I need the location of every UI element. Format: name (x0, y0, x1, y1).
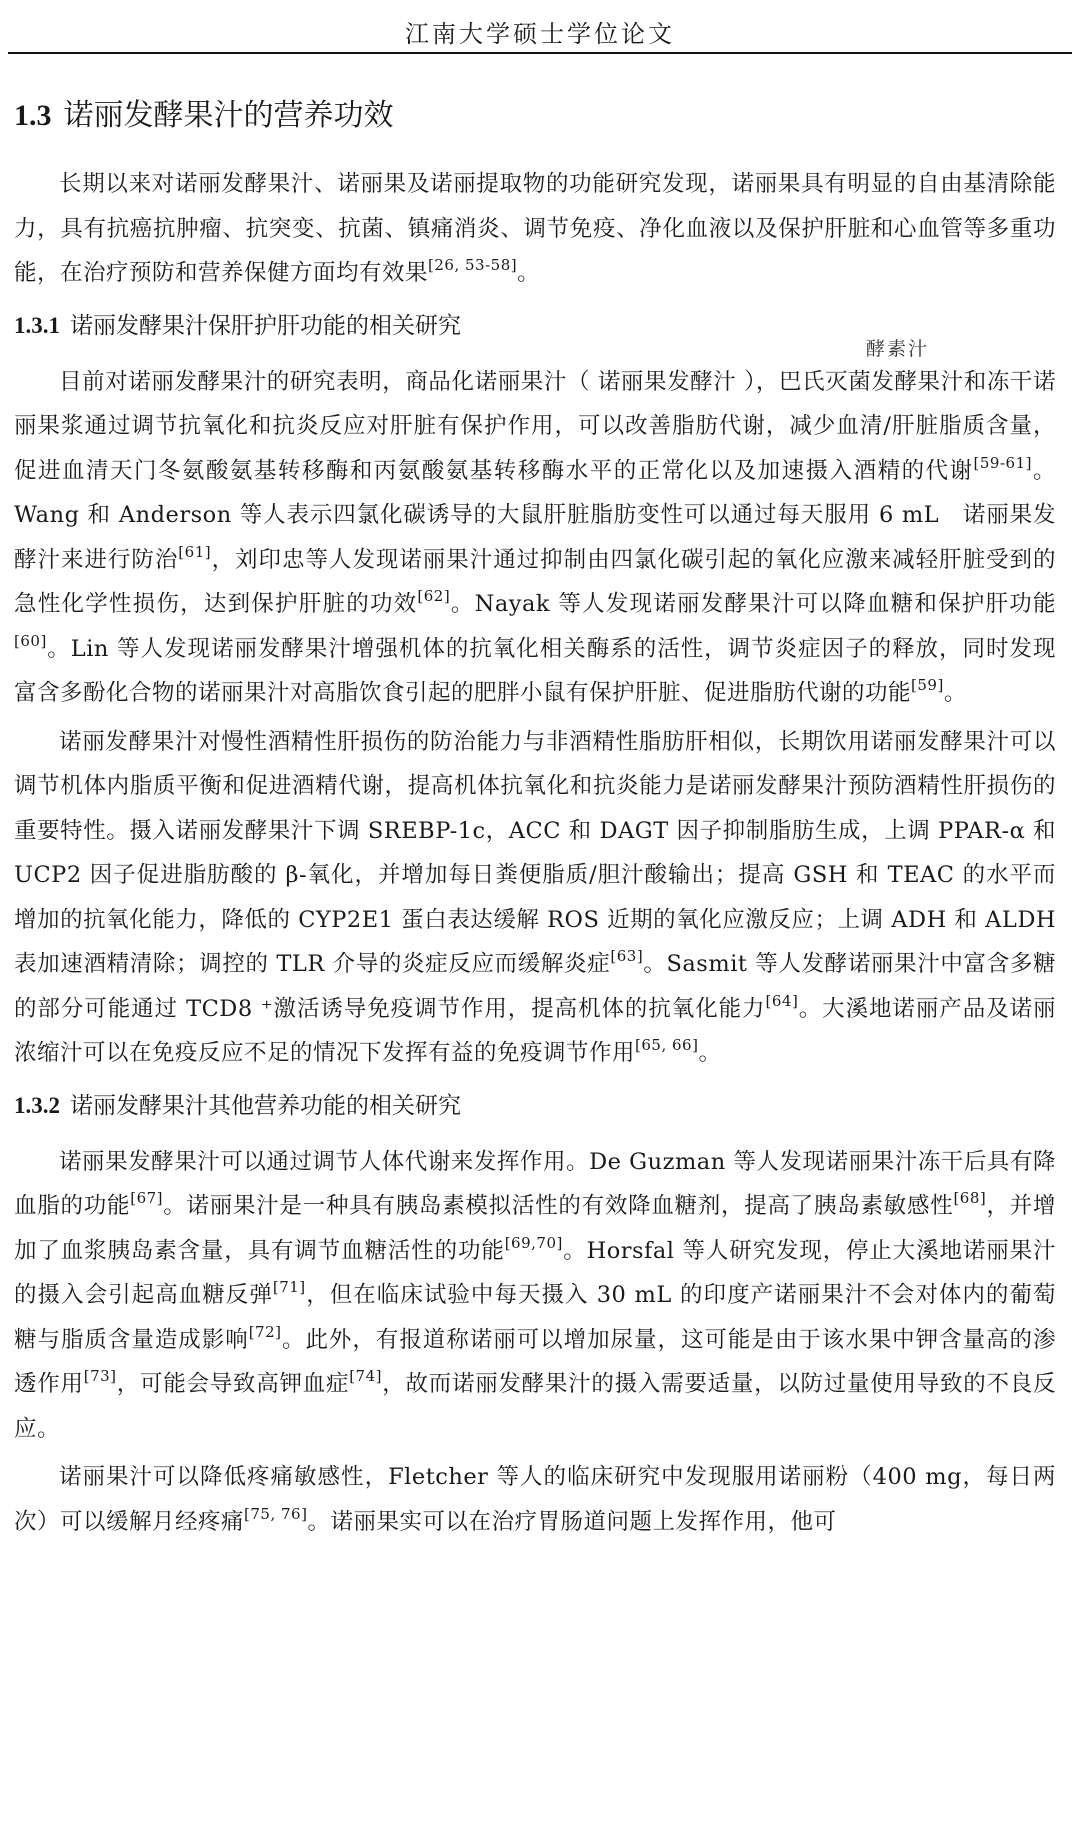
citation: [68] (953, 1189, 987, 1207)
citation: [71] (272, 1278, 306, 1296)
spacer (14, 1080, 1056, 1090)
text-run: ，刘印忠等人发现诺丽果汁通过抑制由四氯化碳引起的氧化应激来减轻肝脏受到的急性化学性损伤，达到保护肝脏的功效 (14, 546, 1056, 617)
section-heading (14, 96, 1056, 136)
paragraph-other-2 (14, 1455, 1056, 1544)
intro-paragraph (14, 162, 1056, 296)
text-run: 。Sasmit 等人发酵诺丽果汁中富含多糖的部分可能通过 TCD8 ⁺激活诱导免疫调节作用，提高机体的抗氧化能力 (14, 951, 1056, 1022)
running-header: 江南大学硕士学位论文 (405, 20, 675, 48)
handwritten-annotation: 酵素汁 (866, 338, 930, 360)
paragraph-liver-1 (14, 360, 1056, 716)
citation: [72] (248, 1322, 282, 1341)
subsection-heading-2 (14, 1090, 1056, 1122)
subsection-number: 1.3.2 (14, 1092, 60, 1118)
paragraph-liver-2 (14, 720, 1056, 1076)
text-run: ，故而诺丽发酵果汁的摄入需要适量，以防过量使用导致的不良反应。 (14, 1371, 1056, 1442)
intro-text: 长期以来对诺丽发酵果汁、诺丽果及诺丽提取物的功能研究发现，诺丽果具有明显的自由基清除能力，具有抗癌抗肿瘤、抗突变、抗菌、镇痛消炎、调节免疫、净化血液以及保护肝脏和心血管等多重功能，在治疗预防和营养保健方面均有效果 (14, 171, 1056, 286)
text-run: 。Lin 等人发现诺丽发酵果汁增强机体的抗氧化相关酶系的活性，调节炎症因子的释放，同时发现富含多酚化合物的诺丽果汁对高脂饮食引起的肥胖小鼠有保护肝脏、促进脂肪代谢的功能 (14, 635, 1056, 706)
text-run: 。大溪地诺丽产品及诺丽浓缩汁可以在免疫反应不足的情况下发挥有益的免疫调节作用 (14, 995, 1056, 1066)
text-run: ，并增加了血浆胰岛素含量，具有调节血糖活性的功能 (14, 1193, 1056, 1264)
citation: [67] (130, 1189, 164, 1207)
text-run: 诺丽发酵果汁对慢性酒精性肝损伤的防治能力与非酒精性脂肪肝相似，长期饮用诺丽发酵果汁可以调节机体内脂质平衡和促进酒精代谢，提高机体抗氧化和抗炎能力是诺丽发酵果汁预防酒精性肝损伤的重要特性。摄入诺丽发酵果汁下调 SREBP-1c，ACC 和 DAGT 因子抑制脂肪生成，上调 PPAR-α 和 UCP2 因子促进脂肪酸的 β-氧化，并增加每日粪便脂质/胆汁酸输出；提高 GSH 和 TEAC 的水平而增加的抗氧化能力，降低的 CYP2E1 蛋白表达缓解 ROS 近期的氧化应激反应；上调 ADH 和 ALDH 表加速酒精清除；调控的 TLR 介导的炎症反应而缓解炎症 (14, 728, 1056, 977)
section-title: 诺丽发酵果汁的营养功效 (63, 98, 394, 133)
citation: [63] (610, 947, 644, 965)
citation: [73] (83, 1367, 117, 1385)
text-run: 诺丽果发酵果汁可以通过调节人体代谢来发挥作用。De Guzman 等人发现诺丽果汁冻干后具有降血脂的功能 (14, 1148, 1056, 1219)
intro-end: 。 (517, 260, 541, 286)
citation: [69,70] (504, 1233, 563, 1252)
spacer (14, 300, 1056, 310)
citation: [26, 53-58] (428, 256, 518, 274)
header-rule (8, 52, 1072, 54)
subsection-number: 1.3.1 (14, 312, 60, 338)
subsection-title: 诺丽发酵果汁其他营养功能的相关研究 (70, 1092, 461, 1119)
citation: [61] (178, 542, 212, 561)
citation: [74] (349, 1367, 382, 1385)
text-run: 。诺丽果实可以在治疗胃肠道问题上发挥作用，他可 (307, 1508, 837, 1535)
text-run: 目前对诺丽发酵果汁的研究表明，商品化诺丽果汁（ 诺丽果发酵汁 ），巴氏灭菌发酵果汁和冻干诺丽果浆通过调节抗氧化和抗炎反应对肝脏有保护作用，可以改善脂肪代谢，减少血清/肝脏脂质含量，促进血清天门冬氨酸氨基转移酶和丙氨酸氨基转移酶水平的正常化以及加速摄入酒精的代谢 (14, 368, 1056, 484)
citation: [59] (911, 676, 944, 694)
text-run: 。 (943, 680, 967, 706)
text-run: 诺丽果汁可以降低疼痛敏感性，Fletcher 等人的临床研究中发现服用诺丽粉（400 mg，每日两次）可以缓解月经疼痛 (14, 1464, 1056, 1535)
citation: [75, 76] (244, 1504, 308, 1523)
text-run: 。Horsfal 等人研究发现，停止大溪地诺丽果汁的摄入会引起高血糖反弹 (14, 1237, 1056, 1308)
citation: [59-61] (973, 453, 1032, 472)
citation: [62] (417, 587, 451, 605)
text-run: ，可能会导致高钾血症 (116, 1371, 350, 1397)
text-run: 。Nayak 等人发现诺丽发酵果汁可以降血糖和保护肝功能 (450, 591, 1056, 617)
citation: [60] (14, 631, 47, 650)
section-number: 1.3 (14, 99, 52, 132)
text-run: 。Wang 和 Anderson 等人表示四氯化碳诱导的大鼠肝脏脂肪变性可以通过每天服用 6 mL 诺丽果发酵汁来进行防治 (14, 457, 1056, 573)
citation: [64] (765, 991, 799, 1010)
subsection-title: 诺丽发酵果汁保肝护肝功能的相关研究 (70, 312, 461, 339)
text-run: ，但在临床试验中每天摄入 30 mL 的印度产诺丽果汁不会对体内的葡萄糖与脂质含量造成影响 (14, 1282, 1056, 1353)
text-run: 。诺丽果汁是一种具有胰岛素模拟活性的有效降血糖剂，提高了胰岛素敏感性 (163, 1193, 954, 1219)
text-run: 。此外，有报道称诺丽可以增加尿量，这可能是由于该水果中钾含量高的渗透作用 (14, 1326, 1056, 1397)
citation: [65, 66] (635, 1036, 699, 1054)
text-run: 。 (698, 1040, 722, 1066)
subsection-heading-1 (14, 310, 1056, 342)
main-content (14, 96, 1056, 1548)
paragraph-other-1 (14, 1140, 1056, 1452)
